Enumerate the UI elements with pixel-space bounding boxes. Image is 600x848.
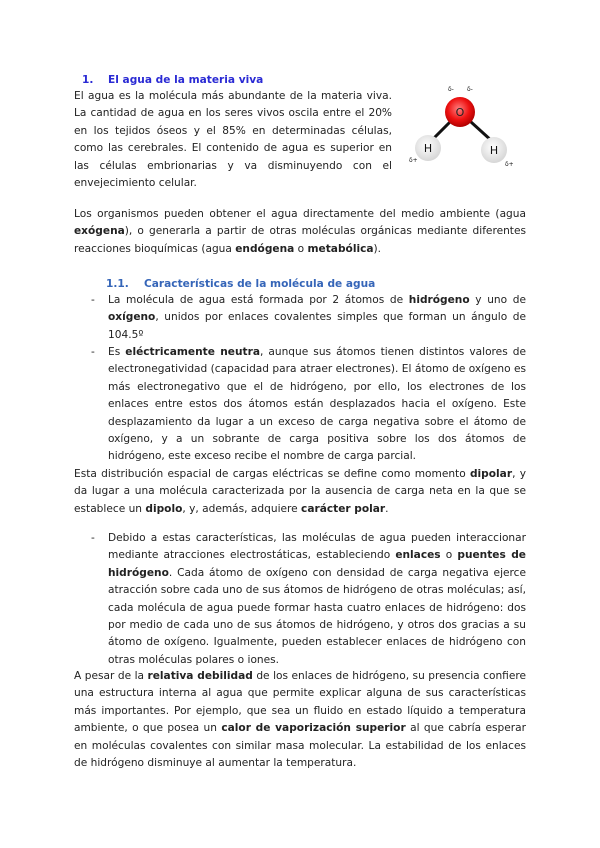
charge-o-left: δ-: [448, 86, 454, 93]
bullet-dash: -: [91, 532, 95, 544]
dipole-paragraph: Esta distribución espacial de cargas eléctricas se define como momento dipolar, y da lugar a una molécula caracterizada por la ausencia de carga neta en la que se establece un dipolo, y, además, adquiere carácter polar.: [74, 468, 526, 515]
hydrogen-label-right: H: [489, 144, 499, 157]
weakness-paragraph: A pesar de la relativa debilidad de los enlaces de hidrógeno, su presencia confiere una estructura interna al agua que permite explicar alguna de sus características más importantes. Por ejemplo, que sea un fluido en estado líquido a temperatura ambiente, o que posea un calor de vaporización superior al que cabría esperar en moléculas covalentes con similar masa molecular. La estabilidad de los enlaces de hidrógeno disminuye al aumentar la temperatura.: [74, 670, 527, 770]
bullet-hydrogen-bonds: Debido a estas características, las moléculas de agua pueden interaccionar mediante atracciones electrostáticas, estableciendo enlaces o puentes de hidrógeno. Cada átomo de oxígeno con densidad de carga negativa ejerce atracción sobre cada uno de sus átomos de hidrógeno de otras moléculas; así, cada molécula de agua puede formar hasta cuatro enlaces de hidrógeno: dos por medio de cada uno de sus átomos de hidrógeno, y otros dos gracias a su átomo de oxígeno. Igualmente, pueden establecer enlaces de hidrógeno con otras moléculas polares o iones.: [108, 532, 526, 666]
bullet-dash: -: [91, 294, 95, 306]
water-molecule-diagram: [405, 82, 525, 172]
bullet-neutral: Es eléctricamente neutra, aunque sus átomos tienen distintos valores de electronegatividad (capacidad para atraer electrones). El átomo de oxígeno es más electronegativo que el de hidrógeno, por ello, los electrones de los enlaces entre estos dos átomos están desplazados hacia el oxígeno. Este desplazamiento da lugar a un exceso de carga negativa sobre el átomo de oxígeno, y a un sobrante de carga positiva sobre los dos átomos de hidrógeno, este exceso recibe el nombre de carga parcial.: [108, 346, 526, 463]
section-title: El agua de la materia viva: [108, 74, 264, 86]
charge-h-left: δ+: [409, 157, 418, 164]
intro-paragraph: El agua es la molécula más abundante de la materia viva. La cantidad de agua en los seres vivos oscila entre el 20% en los tejidos óseos y el 85% en determinadas células, como las cerebrales. El contenido de agua es superior en las células embrionarias y va disminuyendo con el envejecimiento celular.: [74, 90, 392, 190]
subsection-title: Características de la molécula de agua: [144, 278, 376, 290]
organisms-paragraph: Los organismos pueden obtener el agua directamente del medio ambiente (agua exógena), o generarla a partir de otras moléculas orgánicas mediante diferentes reacciones bioquímicas (agua endógena o metabólica).: [74, 208, 526, 255]
section-heading-1: [82, 72, 263, 89]
charge-o-right: δ-: [467, 86, 473, 93]
section-heading-1-1: [106, 276, 375, 293]
oxygen-label: O: [455, 106, 465, 119]
section-number: 1.: [82, 74, 94, 86]
charge-h-right: δ+: [505, 161, 514, 168]
subsection-number: 1.1.: [106, 278, 129, 290]
hydrogen-label-left: H: [423, 142, 433, 155]
bullet-dash: -: [91, 346, 95, 358]
bullet-composition: La molécula de agua está formada por 2 átomos de hidrógeno y uno de oxígeno, unidos por enlaces covalentes simples que forman un ángulo de 104.5º: [108, 294, 526, 341]
